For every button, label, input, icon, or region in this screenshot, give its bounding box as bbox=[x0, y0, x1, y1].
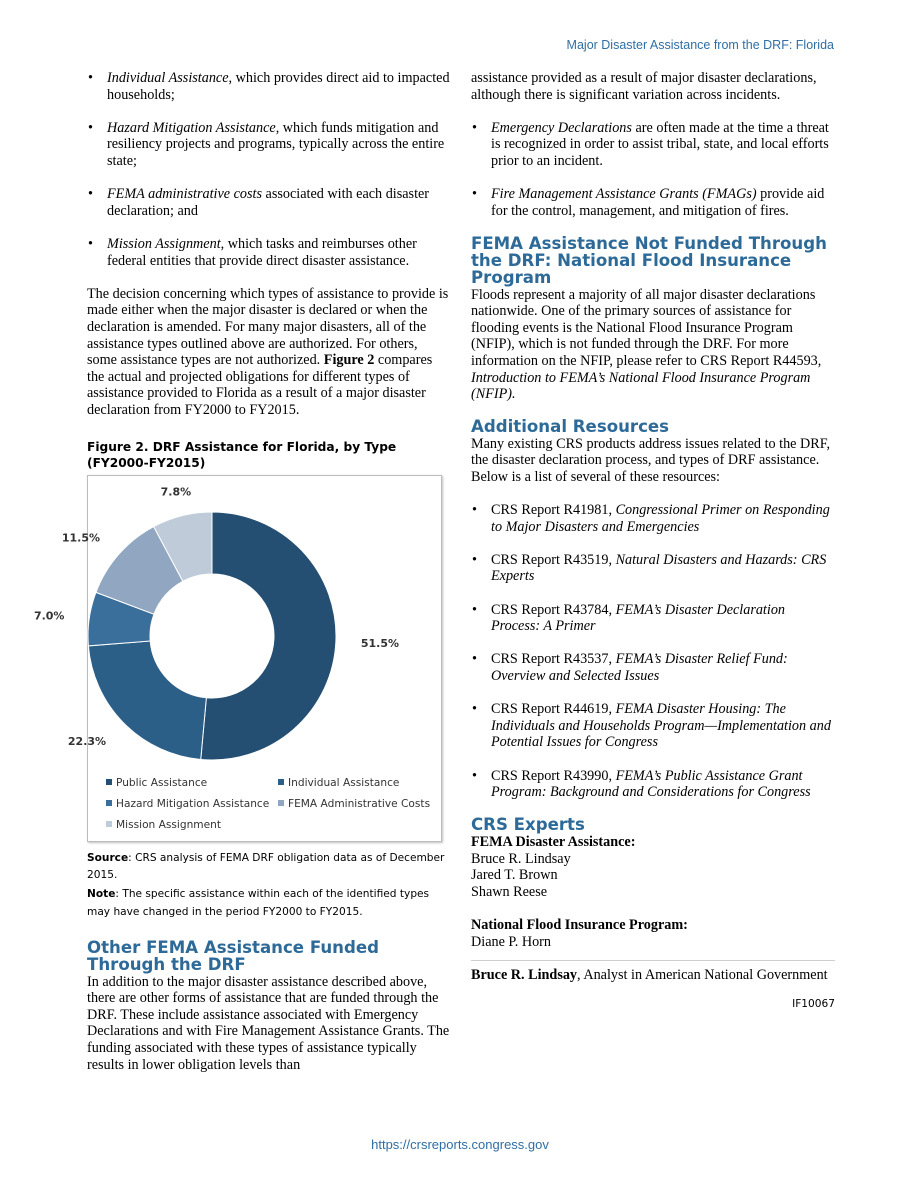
heading-other-assistance: Other FEMA Assistance Funded Through the DRF bbox=[87, 937, 379, 974]
list-item: • CRS Report R41981, Congressional Primer on Responding to Major Disasters and Emergencies bbox=[471, 502, 835, 535]
running-header: Major Disaster Assistance from the DRF: Florida bbox=[566, 38, 834, 52]
list-item: • CRS Report R43519, Natural Disasters and Hazards: CRS Experts bbox=[471, 552, 835, 585]
figure-source: Source: CRS analysis of FEMA DRF obligation data as of December 2015. bbox=[87, 852, 445, 882]
nfip-paragraph: Floods represent a majority of all major disaster declarations nationwide. One of the primary sources of assistance for flooding events is the National Flood Insurance Program (NFIP), which is not funded through the DRF. For more information on the NFIP, please refer to CRS Report R44593, Introduction to FEMA’s National Flood Insurance Program (NFIP). bbox=[471, 286, 822, 403]
footer-url[interactable]: https://crsreports.congress.gov bbox=[371, 1137, 549, 1152]
data-label: 7.8% bbox=[160, 485, 192, 499]
decision-paragraph: The decision concerning which types of assistance to provide is made either when the major disaster is declared or when the declaration is amended. For many major disasters, all of the assistance types outlined above are authorized. For others, some assistance types are not authorized. Figure 2 compares the actual and projected obligations for different types of assistance provided to Florida as a result of a major disaster declaration from FY2000 to FY2015. bbox=[87, 285, 449, 418]
legend-label: Public Assistance bbox=[116, 777, 208, 790]
expert-name: Jared T. Brown bbox=[471, 867, 558, 884]
data-label: 11.5% bbox=[61, 531, 101, 545]
donut-slice bbox=[201, 512, 336, 760]
experts-group-label: National Flood Insurance Program: bbox=[471, 917, 688, 934]
legend-swatch bbox=[278, 800, 284, 806]
legend-swatch bbox=[278, 779, 284, 785]
donut-slice bbox=[88, 641, 206, 760]
data-label: 7.0% bbox=[33, 609, 65, 623]
other-assistance-list bbox=[471, 120, 835, 220]
left-column bbox=[33, 70, 451, 1073]
report-id: IF10067 bbox=[792, 998, 835, 1011]
author-info: Bruce R. Lindsay, Analyst in American National Government bbox=[471, 967, 828, 984]
heading-crs-experts: CRS Experts bbox=[471, 815, 585, 835]
legend-swatch bbox=[106, 821, 112, 827]
list-item: • Emergency Declarations are often made at the time a threat is recognized in order to assist tribal, state, and local efforts prior to an incident. bbox=[471, 120, 835, 170]
resources-paragraph: Many existing CRS products address issues related to the DRF, the disaster declaration process, and types of DRF assistance. Below is a list of several of these resources: bbox=[471, 435, 831, 485]
list-item: • Mission Assignment, which tasks and reimburses other federal entities that provide direct disaster assistance. bbox=[87, 236, 451, 269]
expert-name: Bruce R. Lindsay bbox=[471, 850, 571, 867]
expert-name: Diane P. Horn bbox=[471, 933, 551, 950]
legend-label: Mission Assignment bbox=[116, 819, 222, 832]
experts-group-label: FEMA Disaster Assistance: bbox=[471, 834, 636, 851]
right-column bbox=[471, 70, 835, 1010]
legend-label: Hazard Mitigation Assistance bbox=[116, 798, 270, 811]
list-item: • Hazard Mitigation Assistance, which funds mitigation and resiliency projects and programs, typically across the entire state; bbox=[87, 120, 451, 170]
heading-nfip: FEMA Assistance Not Funded Through the DRF: National Flood Insurance Program bbox=[471, 233, 827, 287]
list-item: • CRS Report R43784, FEMA’s Disaster Declaration Process: A Primer bbox=[471, 602, 835, 635]
author-divider bbox=[471, 960, 835, 961]
heading-additional-resources: Additional Resources bbox=[471, 416, 670, 436]
list-item: • Fire Management Assistance Grants (FMAGs) provide aid for the control, management, and mitigation of fires. bbox=[471, 186, 835, 219]
list-item: • Individual Assistance, which provides direct aid to impacted households; bbox=[87, 70, 451, 103]
assistance-types-list bbox=[87, 70, 451, 269]
list-item: • FEMA administrative costs associated with each disaster declaration; and bbox=[87, 186, 451, 219]
donut-chart bbox=[33, 475, 442, 842]
figure-title: Figure 2. DRF Assistance for Florida, by Type (FY2000-FY2015) bbox=[87, 440, 397, 471]
legend-label: Individual Assistance bbox=[288, 777, 400, 790]
expert-name: Shawn Reese bbox=[471, 884, 548, 901]
data-label: 22.3% bbox=[67, 734, 107, 748]
legend-label: FEMA Administrative Costs bbox=[288, 798, 431, 811]
list-item: • CRS Report R43537, FEMA’s Disaster Relief Fund: Overview and Selected Issues bbox=[471, 651, 835, 684]
list-item: • CRS Report R44619, FEMA Disaster Housing: The Individuals and Households Program—Implementation and Potential Issues for Congress bbox=[471, 701, 835, 751]
figure-note: Note: The specific assistance within each of the identified types may have changed in the period FY2000 to FY2015. bbox=[87, 888, 430, 918]
continued-paragraph: assistance provided as a result of major disaster declarations, although there is significant variation across incidents. bbox=[471, 70, 817, 103]
other-assistance-paragraph: In addition to the major disaster assistance described above, there are other forms of assistance that are funded through the DRF. These include assistance associated with Emergency Declarations and with Fire Management Assistance Grants. The funding associated with these types of assistance typically results in lower obligation levels than bbox=[87, 973, 450, 1073]
list-item: • CRS Report R43990, FEMA’s Public Assistance Grant Program: Background and Considerations for Congress bbox=[471, 768, 835, 801]
donut-chart-svg bbox=[33, 476, 441, 841]
resources-list bbox=[471, 502, 835, 801]
legend-swatch bbox=[106, 800, 112, 806]
data-label: 51.5% bbox=[360, 636, 400, 650]
legend-swatch bbox=[106, 779, 112, 785]
